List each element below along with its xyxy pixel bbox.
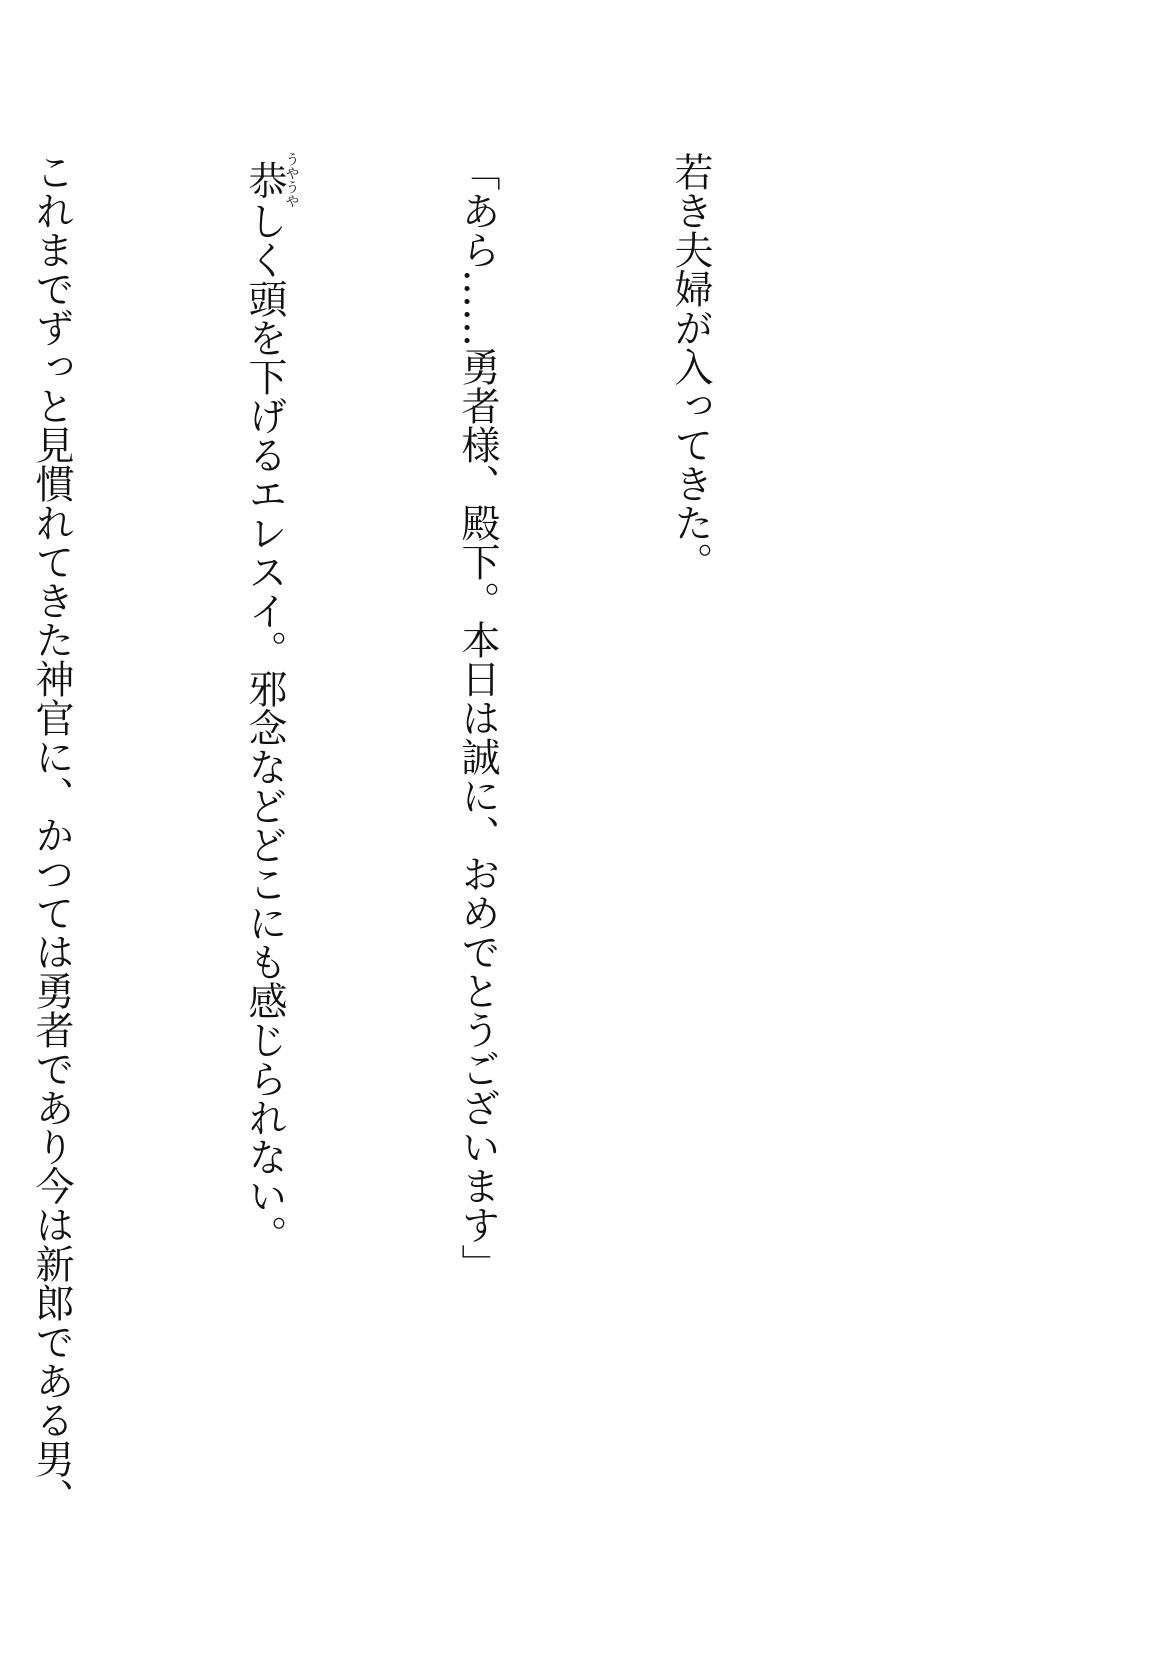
ruby-line-rest: しく頭を下げるエレスイ。邪念などどこにも感じられない。 [242,201,287,1254]
ruby-base: 恭 [242,152,287,208]
text-line-3 [229,152,300,1557]
ruby-reading: うやうや [283,152,300,208]
text-line-4: これまでずっと見慣れてきた神官に、かつては勇者であり今は新郎である男、 [29,152,74,1517]
ruby-word [242,152,300,208]
text-line-2: 「あら……勇者様、殿下。本日は誠に、おめでとうございます」 [455,152,500,1283]
vertical-text-body [0,152,868,1557]
text-line-1: 若き夫婦が入ってきた。 [668,152,713,581]
